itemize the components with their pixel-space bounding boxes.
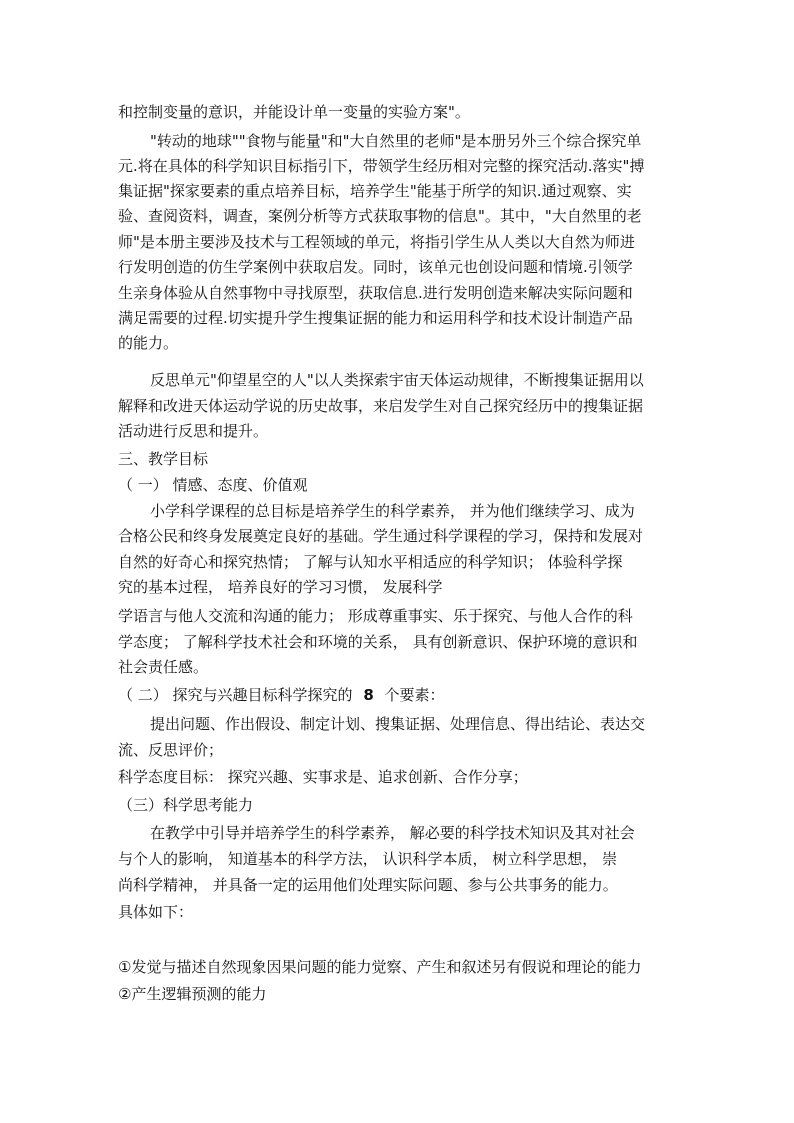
- paragraph-line: "转动的地球""食物与能量"和"大自然里的老师"是本册另外三个综合探究单: [150, 132, 642, 150]
- paragraph-line: 生亲身体验从自然事物中寻找原型，获取信息.进行发明创造来解决实际问题和: [118, 284, 633, 302]
- paragraph-line: 学语言与他人交流和沟通的能力； 形成尊重事实、乐于探究、与他人合作的科: [118, 607, 633, 625]
- paragraph-line: 和控制变量的意识，并能设计单一变量的实验方案"。: [118, 103, 470, 121]
- subsection-heading: [118, 684, 680, 706]
- paragraph-line: 行发明创造的仿生学案例中获取启发。同时，该单元也创设问题和情境.引领学: [118, 258, 633, 276]
- subsection-heading-number: 8: [363, 686, 374, 704]
- subsection-heading-suffix: 个要素：: [384, 686, 445, 704]
- subsection-heading: （ 一） 情感、态度、价值观: [118, 476, 308, 494]
- subsection-heading-text: （ 二） 探究与兴趣目标科学探究的: [118, 686, 353, 704]
- paragraph-line: 社会责任感。: [118, 658, 209, 676]
- paragraph-line: 合格公民和终身发展奠定良好的基础。学生通过科学课程的学习，保持和发展对: [118, 527, 644, 545]
- paragraph-line: 元.将在具体的科学知识目标指引下，带领学生经历相对完整的探究活动.落实"搏: [118, 157, 645, 175]
- paragraph-line: 在教学中引导并培养学生的科学素养， 解必要的科学技术知识及其对社会: [150, 824, 635, 842]
- section-heading: 三、教学目标: [118, 450, 209, 468]
- list-item: ②产生逻辑预测的能力: [118, 985, 267, 1003]
- subsection-heading: （三）科学思考能力: [118, 796, 254, 814]
- paragraph-line: 解释和改进天体运动学说的历史故事，来启发学生对自己探究经历中的搜集证据: [118, 397, 644, 415]
- paragraph-line: 反思单元"仰望星空的人"以人类探索宇宙天体运动规律，不断搜集证据用以: [150, 371, 644, 389]
- paragraph-line: 具体如下：: [118, 903, 194, 921]
- paragraph-line: 究的基本过程， 培养良好的学习习惯， 发展科学: [118, 578, 443, 596]
- paragraph-line: 活动进行反思和提升。: [118, 422, 269, 440]
- paragraph-line: 师"是本册主要涉及技术与工程领域的单元，将指引学生从人类以大自然为师进: [118, 233, 635, 251]
- paragraph-line: 学态度； 了解科学技术社会和环境的关系， 具有创新意识、保护环境的意识和: [118, 633, 638, 651]
- paragraph-line: 的能力。: [118, 334, 179, 352]
- list-item: ①发觉与描述自然现象因果问题的能力觉察、产生和叙述另有假说和理论的能力: [118, 958, 642, 976]
- paragraph-line: 科学态度目标： 探究兴趣、实事求是、追求创新、合作分享；: [118, 768, 528, 786]
- paragraph-line: 验、查阅资料，调查，案例分析等方式获取事物的信息"。其中，"大自然里的老: [118, 207, 642, 225]
- paragraph-line: 与个人的影响， 知道基本的科学方法， 认识科学本质， 树立科学思想， 崇: [118, 850, 618, 868]
- paragraph-line: 集证据"探家要素的重点培养目标，培养学生"能基于所学的知识.通过观察、实: [118, 182, 632, 200]
- paragraph-line: 流、反思评价；: [118, 741, 224, 759]
- paragraph-line: 尚科学精神， 并具备一定的运用他们处理实际问题、参与公共事务的能力。: [118, 876, 618, 894]
- paragraph-line: 小学科学课程的总目标是培养学生的科学素养， 并为他们继续学习、成为: [150, 502, 635, 520]
- paragraph-line: 提出问题、作出假设、制定计划、搜集证据、处理信息、得出结论、表达交: [150, 715, 646, 733]
- paragraph-line: 满足需要的过程.切实提升学生搜集证据的能力和运用科学和技术设计制造产品: [118, 309, 633, 327]
- paragraph-line: 自然的好奇心和探究热情； 了解与认知水平相适应的科学知识； 体验科学探: [118, 553, 623, 571]
